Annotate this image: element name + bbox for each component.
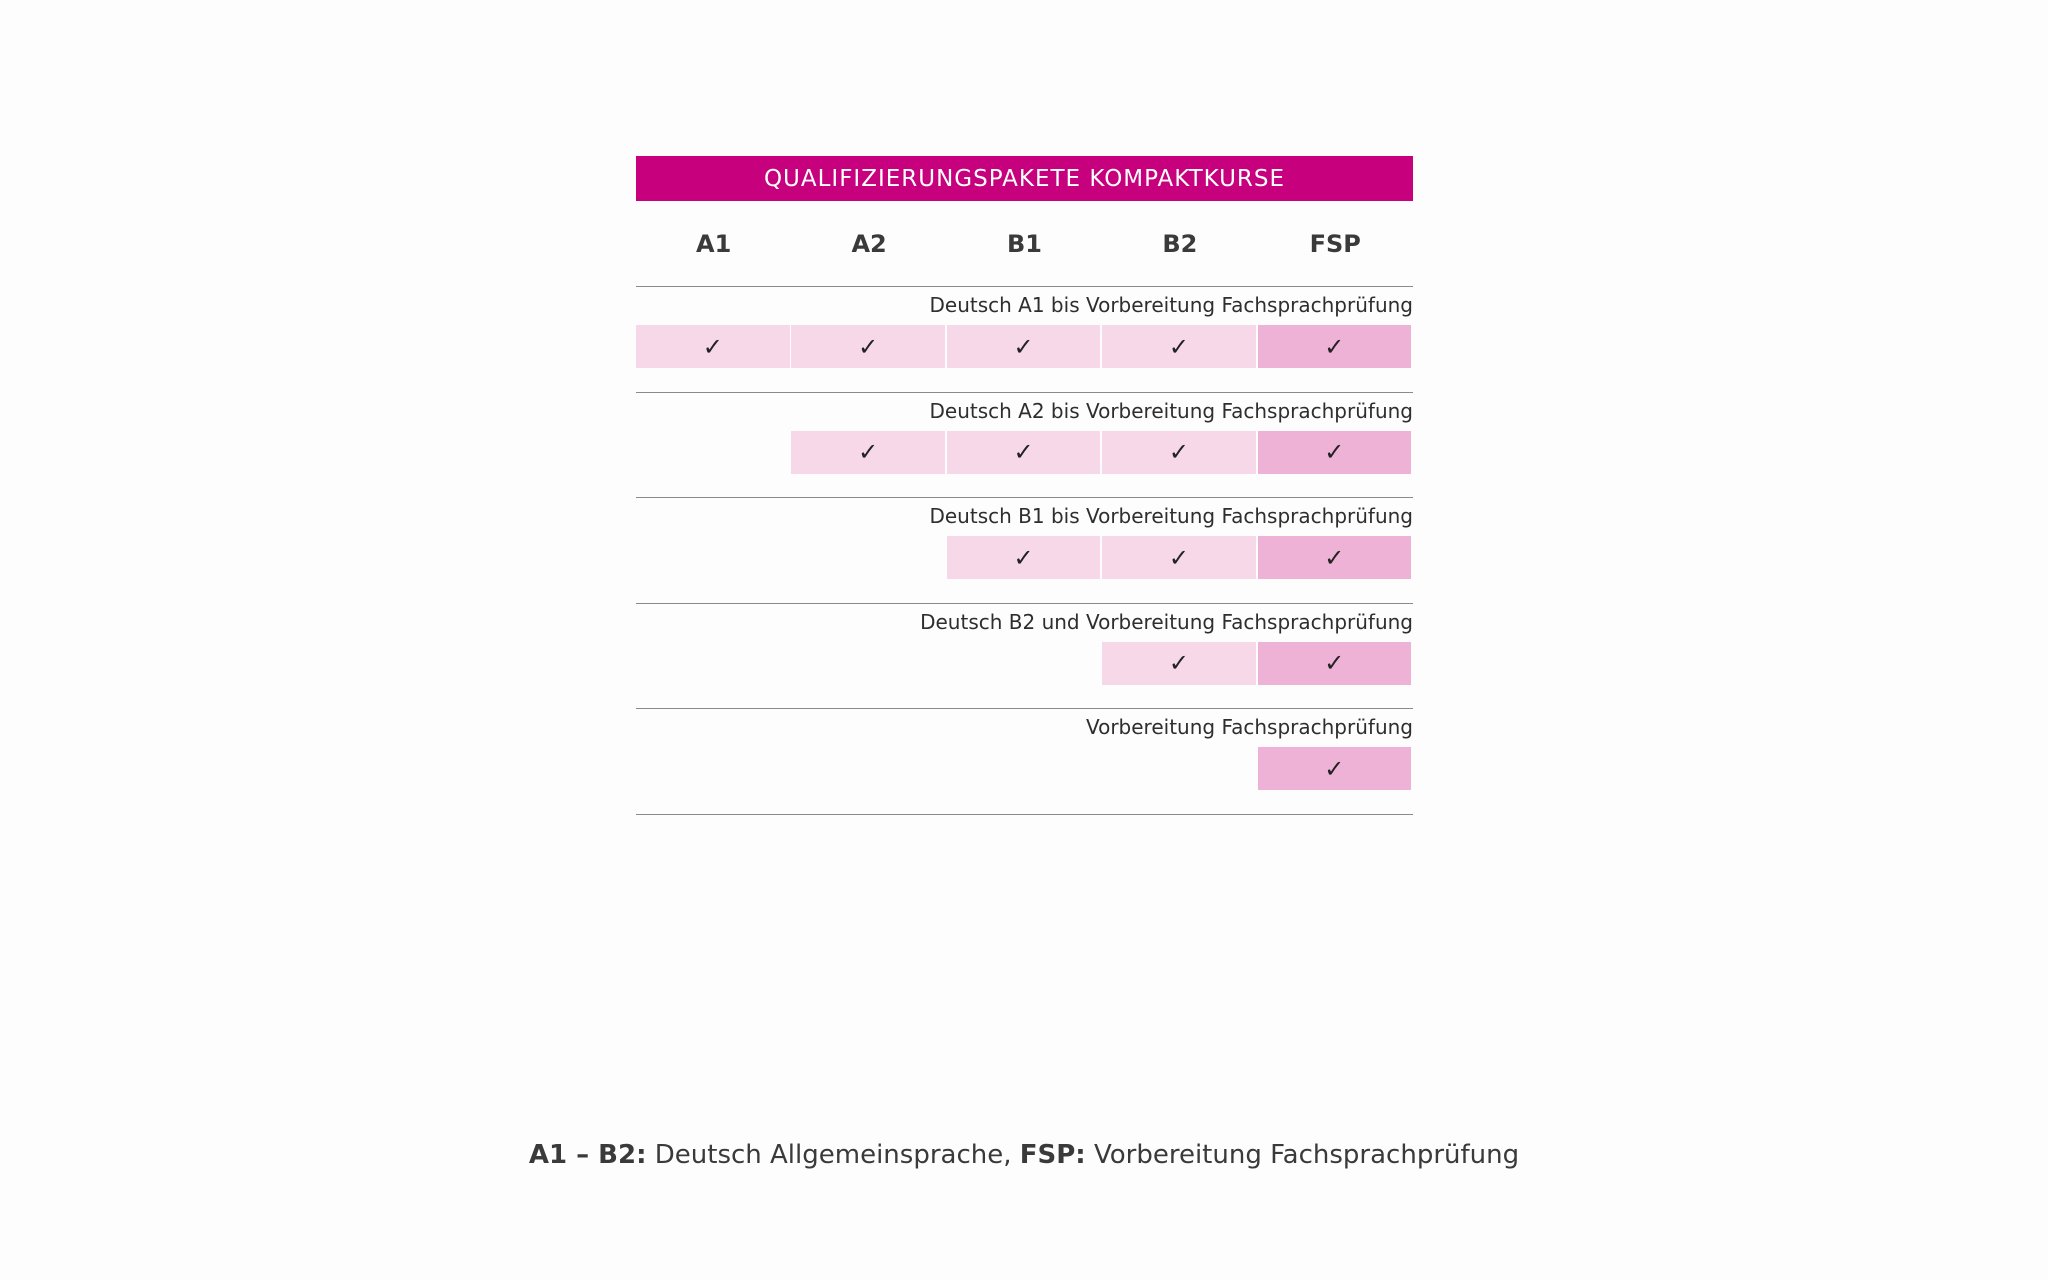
legend-key-levels: A1 – B2:: [528, 1140, 647, 1170]
package-title: Deutsch A1 bis Vorbereitung Fachsprachprüfung: [929, 293, 1413, 317]
check-cell-a2: ✓: [791, 431, 945, 474]
package-cells: [636, 747, 1413, 790]
level-header-row: [636, 201, 1413, 287]
check-cell-fsp: ✓: [1258, 325, 1412, 368]
package-title: Deutsch B2 und Vorbereitung Fachsprachprüfung: [920, 609, 1413, 634]
check-cell-a1: ✓: [636, 325, 790, 368]
check-cell-fsp: ✓: [1258, 431, 1412, 474]
package-cells: [636, 325, 1413, 368]
package-row: [636, 709, 1413, 815]
package-cells: [636, 431, 1413, 474]
check-cell-fsp: ✓: [1258, 747, 1412, 790]
package-row: [636, 287, 1413, 393]
check-cell-a2: ✓: [791, 325, 945, 368]
package-title: Vorbereitung Fachsprachprüfung: [1085, 715, 1413, 739]
check-cell-fsp: ✓: [1258, 642, 1412, 685]
check-cell-fsp: ✓: [1258, 536, 1412, 579]
level-header-fsp: FSP: [1309, 229, 1361, 258]
check-cell-b1: ✓: [947, 325, 1101, 368]
legend-desc-fsp: Vorbereitung Fachsprachprüfung: [1085, 1140, 1520, 1170]
qualification-packages-table: [636, 156, 1413, 815]
package-rows: [636, 287, 1413, 815]
package-title: Deutsch A2 bis Vorbereitung Fachsprachprüfung: [929, 398, 1413, 423]
legend-desc-levels: Deutsch Allgemeinsprache,: [646, 1140, 1020, 1170]
package-title: Deutsch B1 bis Vorbereitung Fachsprachprüfung: [929, 504, 1413, 528]
check-cell-b2: ✓: [1102, 325, 1256, 368]
check-cell-b1: ✓: [947, 431, 1101, 474]
check-cell-b2: ✓: [1102, 431, 1256, 474]
package-row: [636, 604, 1413, 710]
package-row: [636, 498, 1413, 604]
legend-footnote: [0, 1140, 2048, 1170]
level-header-a2: A2: [851, 229, 887, 258]
check-cell-b2: ✓: [1102, 642, 1256, 685]
table-title-banner: QUALIFIZIERUNGSPAKETE KOMPAKTKURSE: [636, 156, 1413, 201]
package-row: [636, 393, 1413, 499]
check-cell-b1: ✓: [947, 536, 1101, 579]
legend-key-fsp: FSP:: [1019, 1140, 1086, 1170]
package-cells: [636, 536, 1413, 579]
check-cell-b2: ✓: [1102, 536, 1256, 579]
level-header-b2: B2: [1162, 229, 1198, 258]
package-cells: [636, 642, 1413, 685]
level-header-a1: A1: [696, 229, 732, 258]
level-header-b1: B1: [1006, 229, 1042, 258]
